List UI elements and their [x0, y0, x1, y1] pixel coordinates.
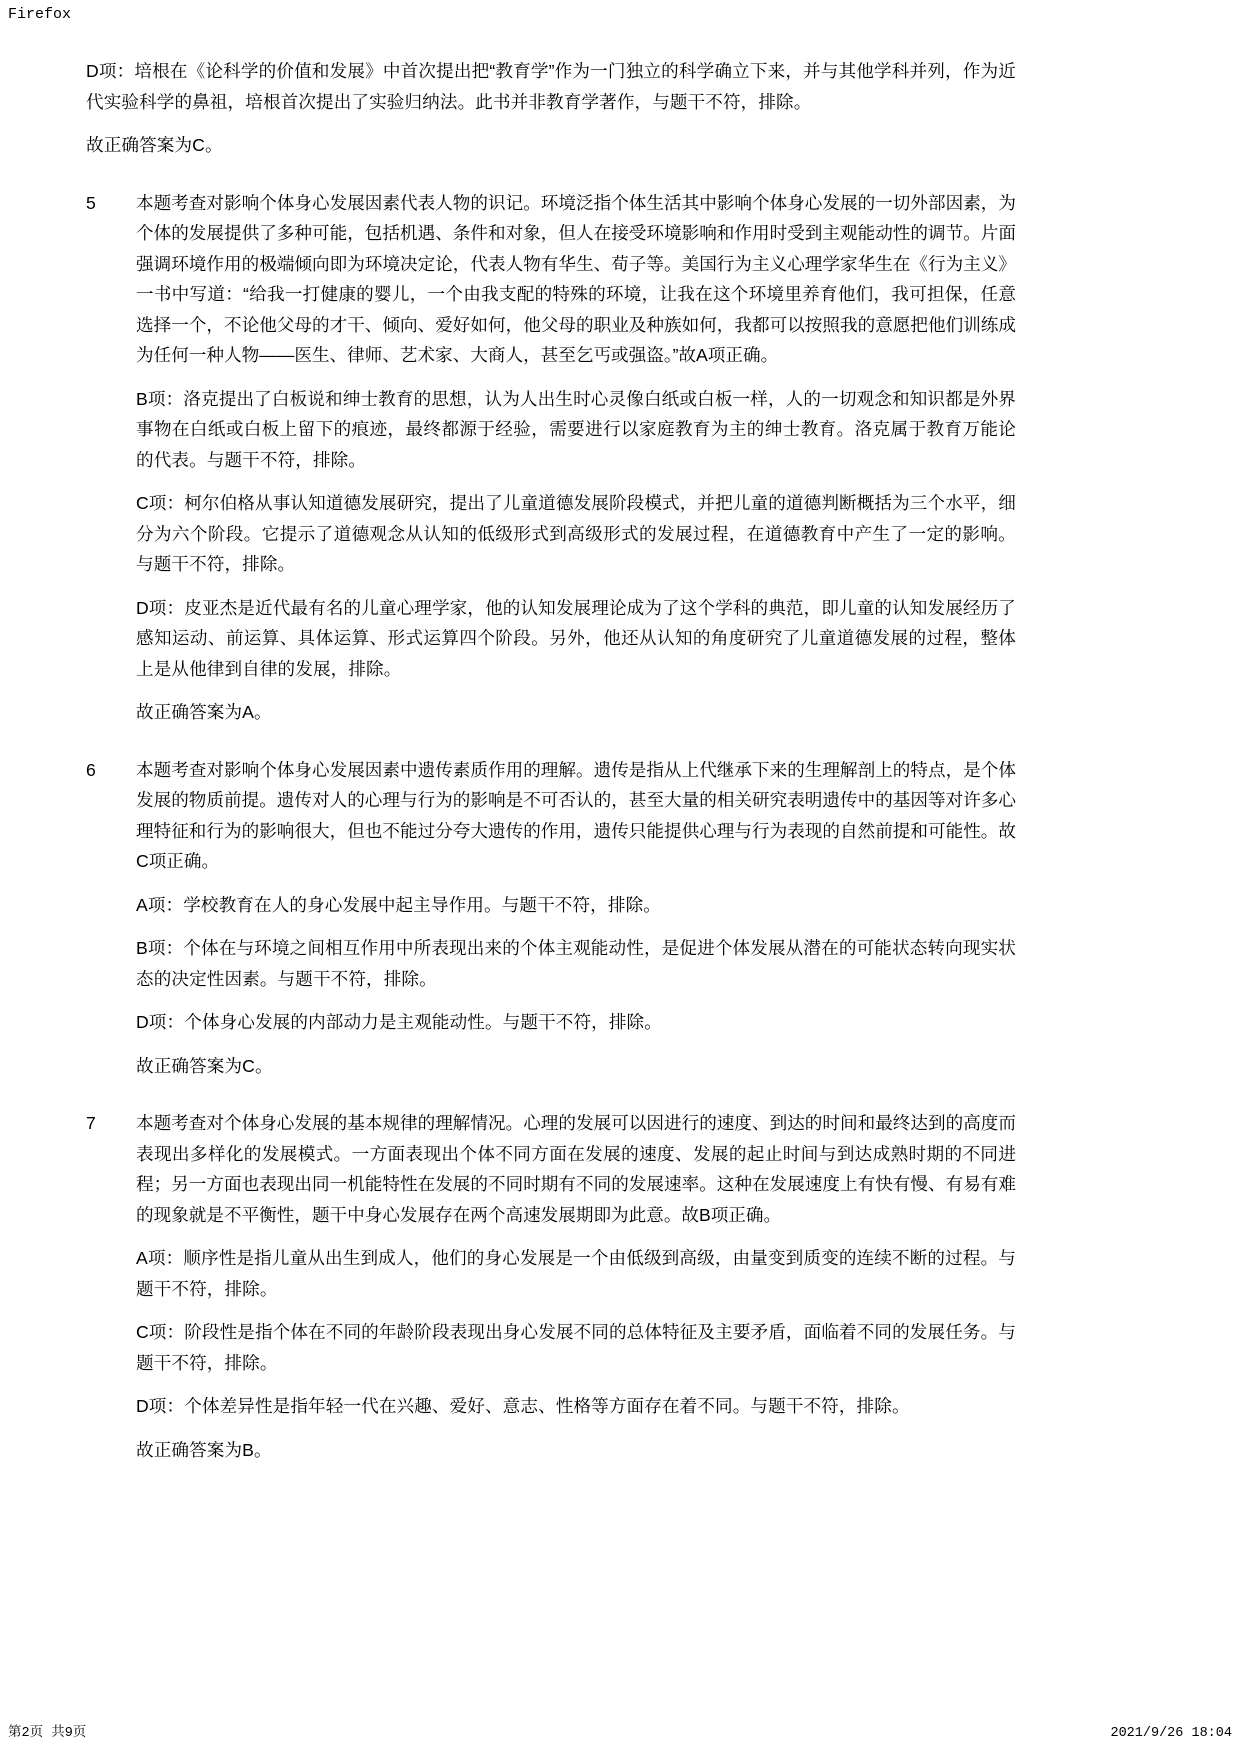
document-page	[86, 56, 1016, 1478]
item-option-paragraph: D项：个体身心发展的内部动力是主观能动性。与题干不符，排除。	[136, 1012, 662, 1032]
item-answer: 故正确答案为A。	[136, 702, 272, 722]
item-body-text: 本题考查对影响个体身心发展因素中遗传素质作用的理解。遗传是指从上代继承下来的生理解剖上的特点，是个体发展的物质前提。遗传对人的心理与行为的影响是不可否认的，甚至大量的相关研究表明遗传中的基因等对许多心理特征和行为的影响很大，但也不能过分夸大遗传的作用，遗传只能提供心理与行为表现的自然前提和可能性。故C项正确。	[136, 759, 1016, 871]
item-option-paragraph: C项：柯尔伯格从事认知道德发展研究，提出了儿童道德发展阶段模式，并把儿童的道德判断概括为三个水平，细分为六个阶段。它提示了道德观念从认知的低级形式到高级形式的发展过程，在道德教育中产生了一定的影响。与题干不符，排除。	[136, 493, 1016, 574]
numbered-item	[86, 188, 1016, 371]
item-body-text: 本题考查对个体身心发展的基本规律的理解情况。心理的发展可以因进行的速度、到达的时间和最终达到的高度而表现出多样化的发展模式。一方面表现出个体不同方面在发展的速度、发展的起止时间与到达成熟时期的不同进程；另一方面也表现出同一机能特性在发展的不同时期有不同的发展速率。这种在发展速度上有快有慢、有易有难的现象就是不平衡性，题干中身心发展存在两个高速发展期即为此意。故B项正确。	[136, 1113, 1016, 1225]
item-option-paragraph: A项：顺序性是指儿童从出生到成人，他们的身心发展是一个由低级到高级，由量变到质变的连续不断的过程。与题干不符，排除。	[136, 1248, 1016, 1299]
item-number: 7	[86, 1113, 96, 1133]
item-option-paragraph: B项：洛克提出了白板说和绅士教育的思想，认为人出生时心灵像白纸或白板一样，人的一切观念和知识都是外界事物在白纸或白板上留下的痕迹，最终都源于经验，需要进行以家庭教育为主的绅士教育。洛克属于教育万能论的代表。与题干不符，排除。	[136, 388, 1016, 470]
block-spacer	[86, 1094, 1016, 1108]
item-option-paragraph: C项：阶段性是指个体在不同的年龄阶段表现出身心发展不同的总体特征及主要矛盾，面临着不同的发展任务。与题干不符，排除。	[136, 1322, 1016, 1373]
item-option-paragraph: D项：个体差异性是指年轻一代在兴趣、爱好、意志、性格等方面存在着不同。与题干不符，排除。	[136, 1396, 910, 1416]
print-timestamp: 2021/9/26 18:04	[1110, 1726, 1232, 1741]
paragraph-option-d-continued: D项：培根在《论科学的价值和发展》中首次提出把“教育学”作为一门独立的科学确立下来，并与其他学科并列，作为近代实验科学的鼻祖，培根首次提出了实验归纳法。此书并非教育学著作，与题干不符，排除。	[86, 61, 1016, 112]
page-indicator: 第2页 共9页	[8, 1726, 87, 1741]
item-answer: 故正确答案为B。	[136, 1439, 272, 1460]
block-spacer	[86, 741, 1016, 755]
item-option-paragraph: A项：学校教育在人的身心发展中起主导作用。与题干不符，排除。	[136, 894, 661, 915]
paragraph-answer-top: 故正确答案为C。	[86, 135, 223, 155]
item-option-paragraph: B项：个体在与环境之间相互作用中所表现出来的个体主观能动性，是促进个体发展从潜在的可能状态转向现实状态的决定性因素。与题干不符，排除。	[136, 938, 1016, 989]
item-body-text: 本题考查对影响个体身心发展因素代表人物的识记。环境泛指个体生活其中影响个体身心发展的一切外部因素，为个体的发展提供了多种可能，包括机遇、条件和对象，但人在接受环境影响和作用时受到主观能动性的调节。片面强调环境作用的极端倾向即为环境决定论，代表人物有华生、荀子等。美国行为主义心理学家华生在《行为主义》一书中写道：“给我一打健康的婴儿，一个由我支配的特殊的环境，让我在这个环境里养育他们，我可担保，任意选择一个，不论他父母的才干、倾向、爱好如何，他父母的职业及种族如何，我都可以按照我的意愿把他们训练成为任何一种人物——医生、律师、艺术家、大商人，甚至乞丐或强盗。”故A项正确。	[136, 192, 1016, 365]
browser-print-header: Firefox	[8, 6, 72, 23]
item-number: 5	[86, 192, 96, 213]
block-spacer	[86, 174, 1016, 188]
numbered-item	[86, 755, 1016, 877]
numbered-item	[86, 1108, 1016, 1230]
item-answer: 故正确答案为C。	[136, 1055, 273, 1076]
print-footer	[0, 1724, 1240, 1744]
item-number: 6	[86, 759, 96, 780]
item-option-paragraph: D项：皮亚杰是近代最有名的儿童心理学家，他的认知发展理论成为了这个学科的典范，即儿童的认知发展经历了感知运动、前运算、具体运算、形式运算四个阶段。另外，他还从认知的角度研究了儿童道德发展的过程，整体上是从他律到自律的发展，排除。	[136, 597, 1016, 679]
